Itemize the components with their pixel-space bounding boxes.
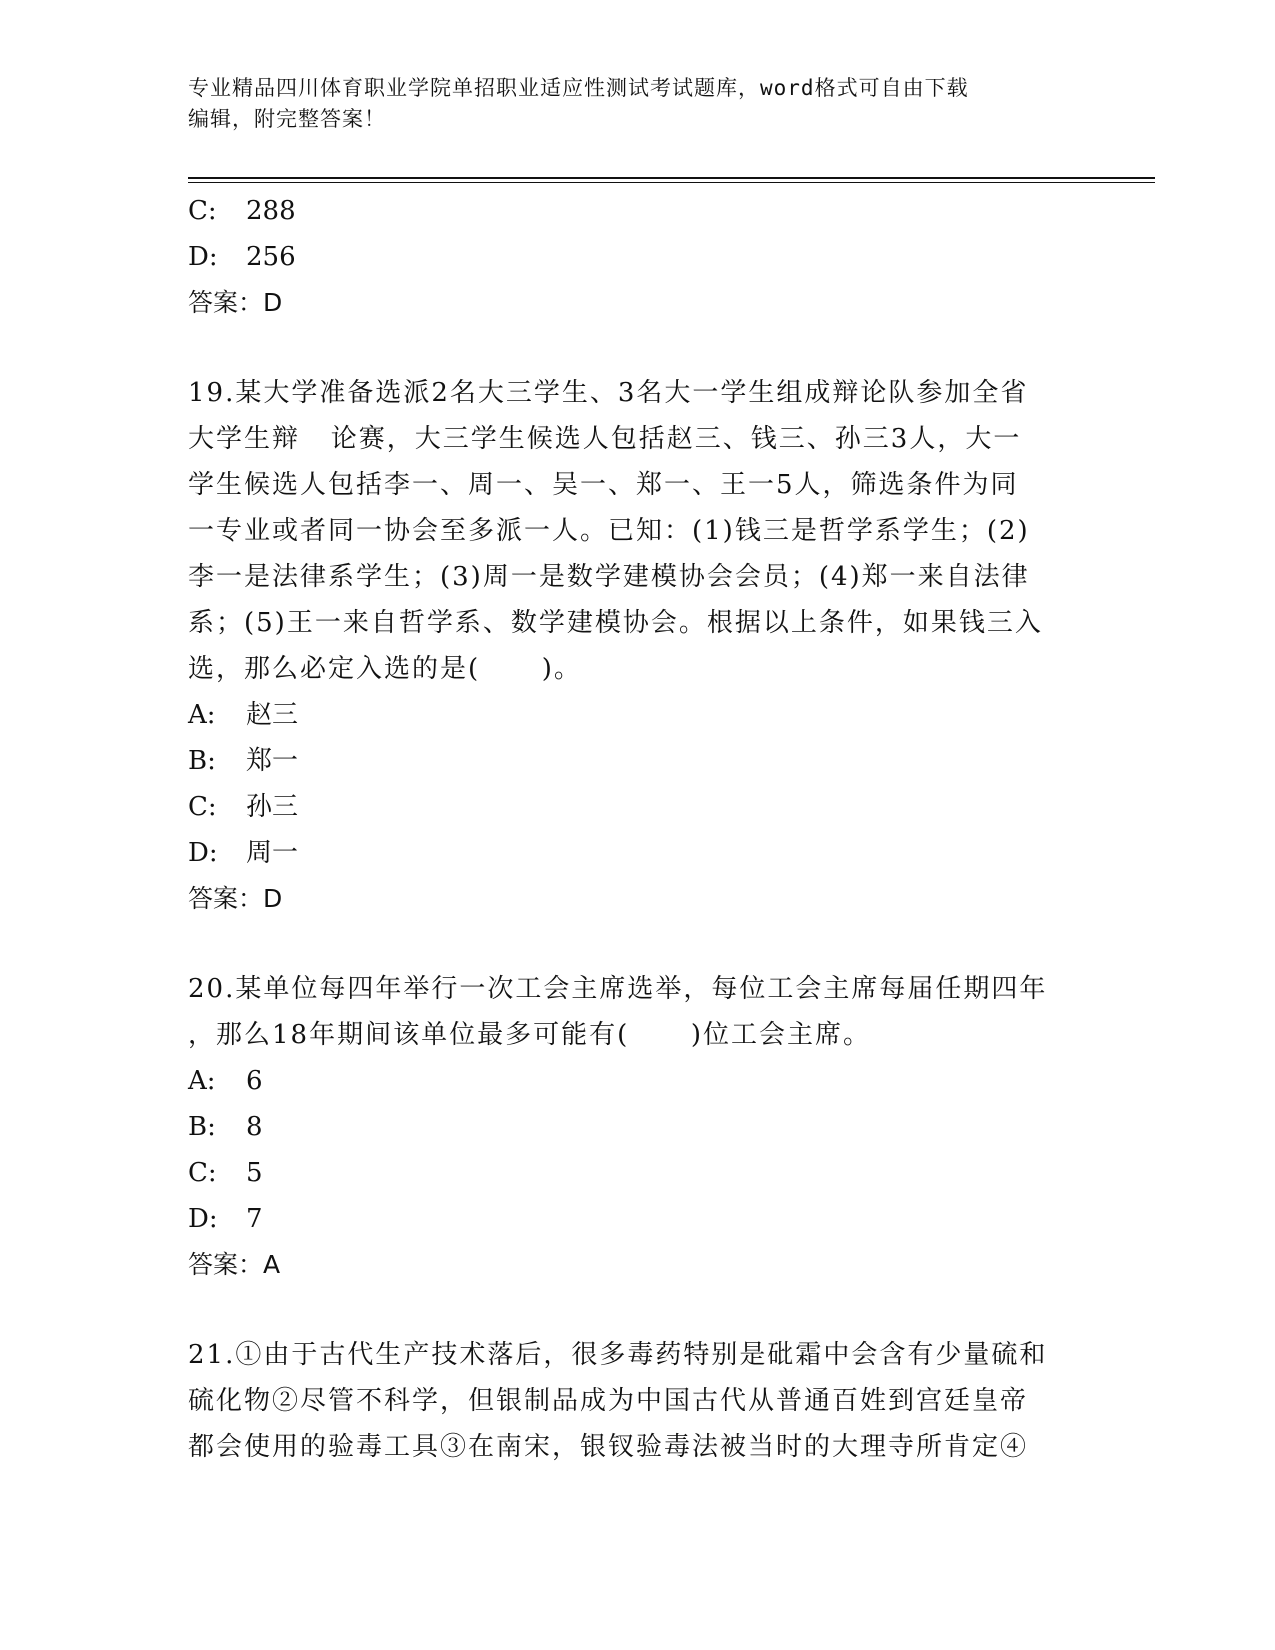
question-stem-line: 系；(5)王一来自哲学系、数学建模协会。根据以上条件，如果钱三入 — [188, 608, 1043, 638]
header-rule-thin — [188, 182, 1155, 183]
option-b — [188, 738, 1078, 784]
option-letter: C: — [188, 196, 217, 226]
header-rule-thick — [188, 177, 1155, 179]
question-stem-line: 李一是法律系学生；(3)周一是数学建模协会会员；(4)郑一来自法律 — [188, 562, 1030, 592]
question-18-tail — [188, 188, 1078, 326]
option-text: 周一 — [246, 838, 299, 868]
question-stem-line: 都会使用的验毒工具③在南宋，银钗验毒法被当时的大理寺所肯定④ — [188, 1432, 1029, 1462]
answer-line: 答案：D — [188, 884, 283, 913]
question-stem-line: 19.某大学准备选派2名大三学生、3名大一学生组成辩论队参加全省 — [188, 378, 1029, 408]
option-letter: D: — [188, 1204, 218, 1234]
option-c — [188, 188, 1078, 234]
answer-line: 答案：D — [188, 288, 283, 317]
header-line-1: 专业精品四川体育职业学院单招职业适应性测试考试题库，word格式可自由下载 — [188, 76, 969, 100]
header-line-2: 编辑，附完整答案！ — [188, 107, 386, 131]
option-text: 7 — [246, 1204, 263, 1234]
option-letter: B: — [188, 1112, 216, 1142]
option-text: 赵三 — [246, 700, 299, 730]
option-a — [188, 1058, 1078, 1104]
option-letter: D: — [188, 838, 218, 868]
document-body — [188, 188, 1078, 1470]
option-letter: A: — [188, 700, 216, 730]
question-20 — [188, 966, 1078, 1288]
option-c — [188, 784, 1078, 830]
question-stem-line: 一专业或者同一协会至多派一人。已知：(1)钱三是哲学系学生；(2) — [188, 516, 1030, 546]
option-text: 郑一 — [246, 746, 299, 776]
option-text: 5 — [246, 1158, 263, 1188]
question-21 — [188, 1332, 1078, 1470]
option-letter: D: — [188, 242, 218, 272]
option-b — [188, 1104, 1078, 1150]
question-19 — [188, 370, 1078, 922]
option-d — [188, 1196, 1078, 1242]
question-stem-line: 学生候选人包括李一、周一、吴一、郑一、王一5人，筛选条件为同 — [188, 470, 1019, 500]
question-stem-line: 选，那么必定入选的是( )。 — [188, 654, 582, 684]
option-letter: B: — [188, 746, 216, 776]
question-stem-line: 大学生辩 论赛，大三学生候选人包括赵三、钱三、孙三3人，大一 — [188, 424, 1022, 454]
option-c — [188, 1150, 1078, 1196]
question-stem-line: 硫化物②尽管不科学，但银制品成为中国古代从普通百姓到宫廷皇帝 — [188, 1386, 1029, 1416]
option-text: 孙三 — [246, 792, 299, 822]
option-text: 6 — [246, 1066, 263, 1096]
question-stem-line: 21.①由于古代生产技术落后，很多毒药特别是砒霜中会含有少量硫和 — [188, 1340, 1048, 1370]
question-stem-line: ，那么18年期间该单位最多可能有( )位工会主席。 — [188, 1020, 871, 1050]
option-text: 256 — [246, 242, 296, 272]
option-letter: C: — [188, 792, 217, 822]
question-stem-line: 20.某单位每四年举行一次工会主席选举，每位工会主席每届任期四年 — [188, 974, 1048, 1004]
option-d — [188, 830, 1078, 876]
document-header — [188, 73, 1068, 135]
option-text: 8 — [246, 1112, 263, 1142]
option-letter: A: — [188, 1066, 216, 1096]
answer-line: 答案：A — [188, 1250, 281, 1279]
option-d — [188, 234, 1078, 280]
option-letter: C: — [188, 1158, 217, 1188]
option-a — [188, 692, 1078, 738]
option-text: 288 — [246, 196, 296, 226]
